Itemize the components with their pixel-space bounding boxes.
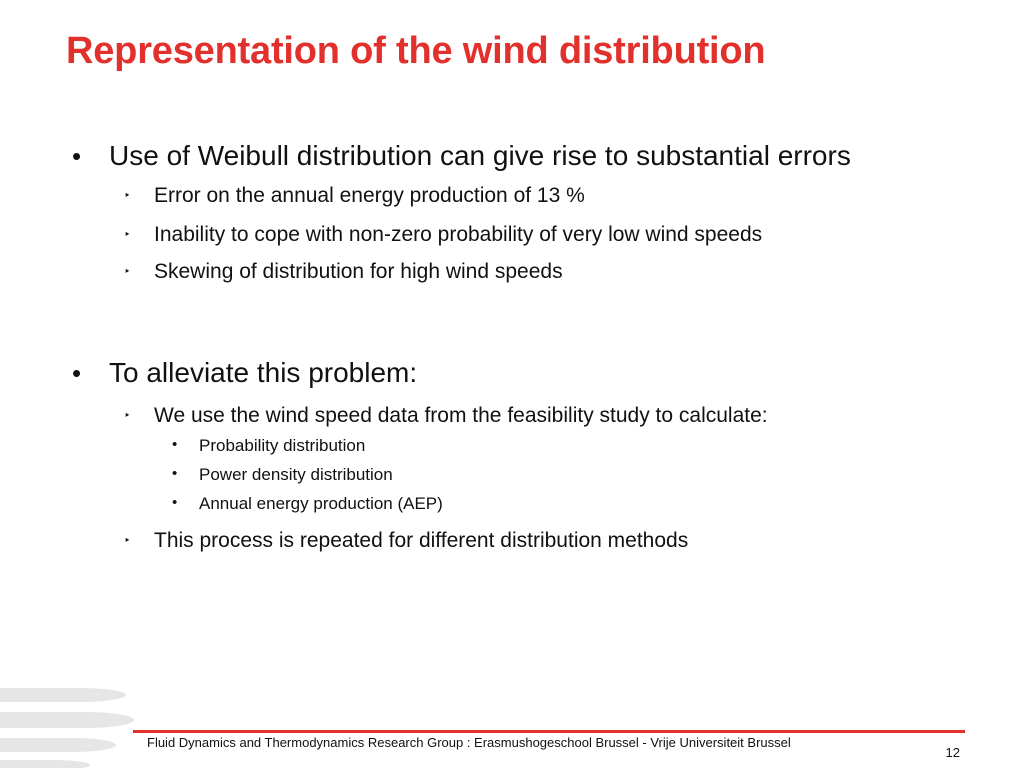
sub-bullet-skewing: Skewing of distribution for high wind speeds [154,260,563,283]
sub-bullet-marker: ‣ [124,410,131,422]
item-annual-energy-production: Annual energy production (AEP) [199,494,443,513]
sub-sub-bullet-marker: • [172,436,178,453]
item-power-density-distribution: Power density distribution [199,465,393,484]
sub-bullet-feasibility-data: We use the wind speed data from the feasibility study to calculate: [154,404,768,427]
sub-sub-bullet-marker: • [172,494,178,511]
footer-divider [133,730,965,733]
decorative-swoosh [0,760,90,768]
decorative-swoosh [0,712,134,728]
sub-bullet-marker: ‣ [124,266,131,278]
sub-bullet-repeated-process: This process is repeated for different distribution methods [154,529,689,552]
decorative-swoosh [0,738,116,752]
sub-bullet-marker: ‣ [124,229,131,241]
sub-sub-bullet-marker: • [172,465,178,482]
sub-bullet-low-speeds: Inability to cope with non-zero probability of very low wind speeds [154,223,763,246]
sub-bullet-marker: ‣ [124,190,131,202]
sub-bullet-energy-error: Error on the annual energy production of 13 % [154,184,585,207]
decorative-swoosh [0,688,126,702]
sub-bullet-marker: ‣ [124,535,131,547]
page-number: 12 [945,745,960,760]
bullet-weibull-errors: Use of Weibull distribution can give rise to substantial errors [109,140,851,171]
slide-title: Representation of the wind distribution [66,30,766,72]
bullet-marker: • [72,141,82,171]
item-probability-distribution: Probability distribution [199,436,366,455]
bullet-alleviate: To alleviate this problem: [109,357,418,388]
bullet-marker: • [72,358,82,388]
footer-text: Fluid Dynamics and Thermodynamics Research Group : Erasmushogeschool Brussel - Vrije Universiteit Brussel [147,735,791,750]
